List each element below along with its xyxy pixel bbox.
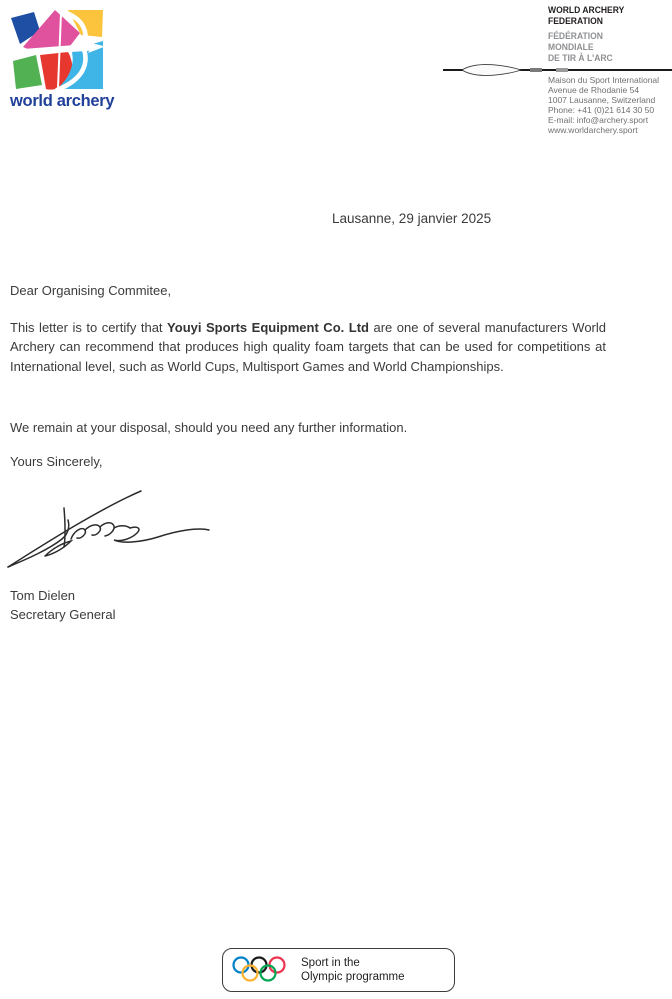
org-name-en-line1: WORLD ARCHERY bbox=[548, 5, 625, 16]
address-line: 1007 Lausanne, Switzerland bbox=[548, 95, 656, 105]
certification-paragraph bbox=[10, 318, 606, 376]
disposal-paragraph: We remain at your disposal, should you need any further information. bbox=[10, 420, 408, 435]
address-website: www.worldarchery.sport bbox=[548, 125, 638, 135]
address-line: Avenue de Rhodanie 54 bbox=[548, 85, 640, 95]
badge-line1: Sport in the bbox=[301, 957, 360, 969]
salutation: Dear Organising Commitee, bbox=[10, 283, 172, 298]
paragraph-intro: This letter is to certify that bbox=[10, 320, 168, 335]
address-email: E-mail: info@archery.sport bbox=[548, 115, 649, 125]
signature-block bbox=[10, 586, 116, 624]
badge-text bbox=[301, 956, 405, 984]
signature-image bbox=[5, 483, 215, 575]
org-name-fr-line2: MONDIALE bbox=[548, 42, 594, 53]
paragraph-rest: are one of several manufacturers World Archery can recommend that produces high quality foam targets that can be used for competitions at International level, such as World Cups, Multisport Games and World Championships. bbox=[10, 320, 606, 374]
signer-title: Secretary General bbox=[10, 607, 116, 623]
letterhead-address bbox=[548, 75, 659, 135]
address-line: Maison du Sport International bbox=[548, 75, 660, 85]
address-phone: Phone: +41 (0)21 614 30 50 bbox=[548, 105, 655, 115]
dateline: Lausanne, 29 janvier 2025 bbox=[332, 211, 492, 226]
world-archery-wordmark: world archery bbox=[10, 92, 115, 110]
olympic-programme-badge bbox=[222, 948, 455, 992]
closing-line: Yours Sincerely, bbox=[10, 454, 103, 469]
olympic-rings-icon bbox=[232, 954, 288, 986]
org-name-fr-line1: FÉDÉRATION bbox=[548, 31, 603, 42]
org-name-en bbox=[548, 5, 624, 27]
world-archery-logo-icon bbox=[10, 9, 105, 91]
company-name: Youyi Sports Equipment Co. Ltd bbox=[167, 320, 369, 335]
org-name-en-line2: FEDERATION bbox=[548, 16, 603, 27]
letterhead-org-names bbox=[548, 5, 624, 64]
org-name-fr-line3: DE TIR À L'ARC bbox=[548, 53, 613, 64]
badge-line2: Olympic programme bbox=[301, 971, 405, 983]
signer-name: Tom Dielen bbox=[10, 588, 76, 603]
